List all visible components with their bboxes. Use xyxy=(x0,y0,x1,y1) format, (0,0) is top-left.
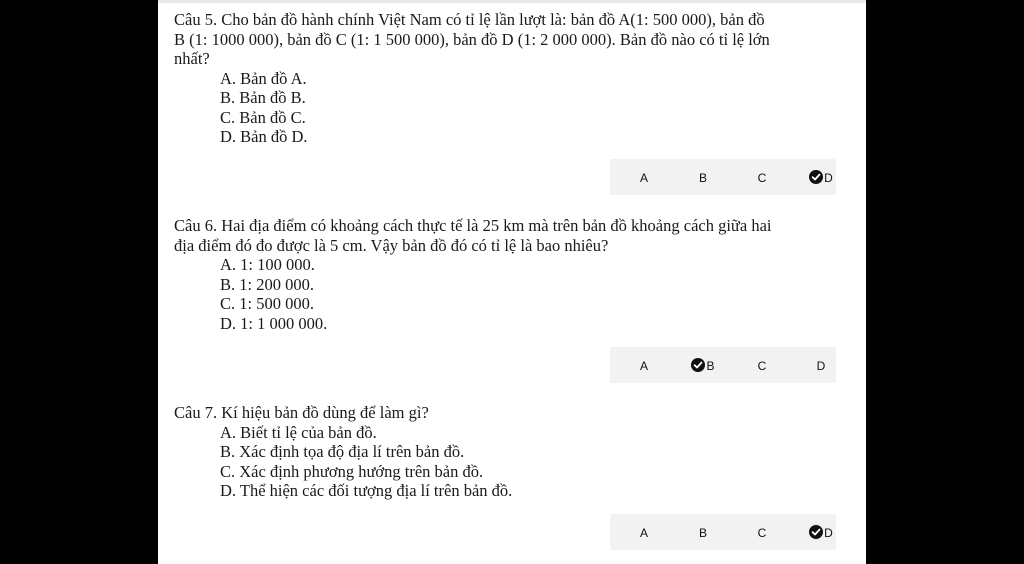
answer-choice-b[interactable]: B xyxy=(698,525,707,540)
question-6 xyxy=(174,216,774,333)
question-5 xyxy=(174,10,774,147)
answer-choice-d-selected[interactable]: D xyxy=(801,514,841,550)
question-text: Câu 7. Kí hiệu bản đồ dùng để làm gì? xyxy=(174,403,429,422)
option-c: C. Bản đồ C. xyxy=(220,107,306,127)
check-circle-icon xyxy=(691,358,705,372)
answer-choice-d[interactable]: D xyxy=(816,358,826,373)
option-b: B. 1: 200 000. xyxy=(220,274,314,294)
option-list xyxy=(174,69,774,147)
check-circle-icon xyxy=(809,525,823,539)
option-a: A. 1: 100 000. xyxy=(220,255,315,274)
option-c: C. Xác định phương hướng trên bản đồ. xyxy=(220,461,484,481)
answer-choice-a[interactable]: A xyxy=(639,525,648,540)
answer-choice-c[interactable]: C xyxy=(757,170,767,185)
option-list xyxy=(174,423,774,501)
answer-choice-b[interactable]: B xyxy=(698,170,707,185)
question-text: Câu 5. Cho bản đồ hành chính Việt Nam có tỉ lệ lần lượt là: bản đồ A(1: 500 000), bản đồ B (1: 1000 000), bản đồ C (1: 1 500 000), bản đồ D (1: 2 000 000). Bản đồ nào có tỉ lệ lớn nhất? xyxy=(174,10,770,68)
option-b: B. Bản đồ B. xyxy=(220,88,306,107)
question-page xyxy=(158,0,866,564)
answer-bar-question-5 xyxy=(610,159,836,195)
answer-choice-c[interactable]: C xyxy=(757,358,767,373)
page-top-divider xyxy=(158,0,866,3)
option-d: D. Thể hiện các đối tượng địa lí trên bản đồ. xyxy=(220,481,513,500)
answer-bar-question-7 xyxy=(610,514,836,550)
option-d: D. Bản đồ D. xyxy=(220,127,308,146)
question-7 xyxy=(174,403,774,501)
answer-choice-a[interactable]: A xyxy=(639,170,648,185)
answer-bar-question-6 xyxy=(610,347,836,383)
option-d: D. 1: 1 000 000. xyxy=(220,313,328,333)
question-text: Câu 6. Hai địa điểm có khoảng cách thực tế là 25 km mà trên bản đồ khoảng cách giữa hai địa điểm đó đo được là 5 cm. Vậy bản đồ đó có tỉ lệ là bao nhiêu? xyxy=(174,216,772,255)
answer-choice-a[interactable]: A xyxy=(639,358,648,373)
answer-choice-c[interactable]: C xyxy=(757,525,767,540)
option-a: A. Biết tỉ lệ của bản đồ. xyxy=(220,422,377,442)
answer-choice-d-selected[interactable]: D xyxy=(801,159,841,195)
option-a: A. Bản đồ A. xyxy=(220,68,307,88)
option-b: B. Xác định tọa độ địa lí trên bản đồ. xyxy=(220,442,465,461)
answer-choice-b-selected[interactable]: B xyxy=(683,347,723,383)
option-c: C. 1: 500 000. xyxy=(220,294,314,313)
check-circle-icon xyxy=(809,170,823,184)
option-list xyxy=(174,255,774,333)
